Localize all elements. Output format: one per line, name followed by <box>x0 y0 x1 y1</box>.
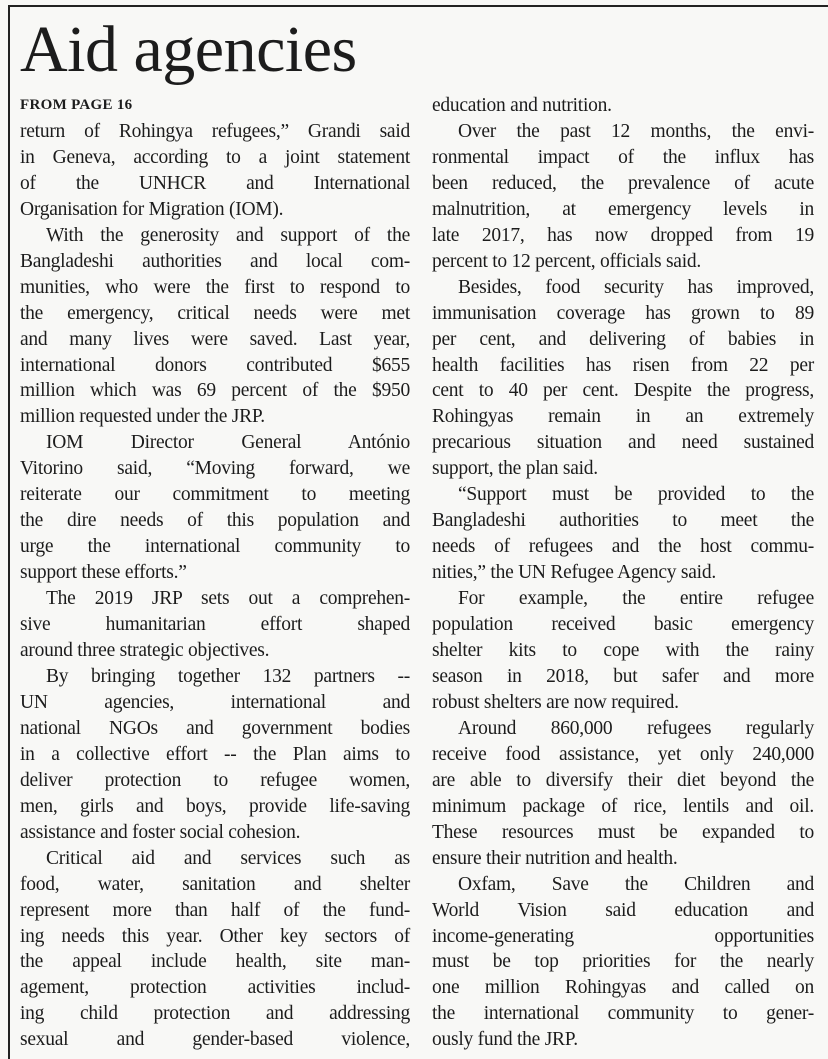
paragraph <box>20 846 410 1054</box>
text-line: Rohingyas remain in an extremely <box>432 406 814 428</box>
text-line: the dire needs of this population and <box>20 510 410 532</box>
text-line: urge the international community to <box>20 536 410 558</box>
text-line: IOM Director General António <box>46 432 410 454</box>
text-line: the emergency, critical needs were met <box>20 302 410 324</box>
text-line: must be top priorities for the nearly <box>432 951 814 973</box>
text-line: Besides, food security has improved, <box>458 276 814 298</box>
text-line: the international community to gener- <box>432 1003 814 1025</box>
text-line: ing needs this year. Other key sectors of <box>20 925 410 947</box>
text-line: in Geneva, according to a joint statement <box>20 146 410 168</box>
paragraph <box>20 586 410 664</box>
text-line: around three strategic objectives. <box>20 640 270 662</box>
text-line: reiterate our commitment to meeting <box>20 484 410 506</box>
text-line: agement, protection activities includ- <box>20 977 410 999</box>
left-rule <box>8 5 10 1059</box>
text-line: assistance and foster social cohesion. <box>20 821 301 843</box>
paragraph <box>432 482 814 586</box>
text-line: Over the past 12 months, the envi- <box>458 120 814 142</box>
text-line: By bringing together 132 partners -- <box>46 665 410 687</box>
text-line: return of Rohingya refugees,” Grandi said <box>20 120 410 142</box>
text-line: been reduced, the prevalence of acute <box>432 172 814 194</box>
text-line: cent to 40 per cent. Despite the progress, <box>432 380 814 402</box>
text-line: deliver protection to refugee women, <box>20 769 410 791</box>
text-line: population received basic emergency <box>432 614 814 636</box>
text-line: World Vision said education and <box>432 899 814 921</box>
text-line: robust shelters are now required. <box>432 691 679 713</box>
text-line: Critical aid and services such as <box>46 847 410 869</box>
headline: Aid agencies <box>20 13 357 86</box>
continued-from-label: FROM PAGE 16 <box>20 97 133 113</box>
text-line: the appeal include health, site man- <box>20 951 410 973</box>
article-column-left <box>20 93 410 1053</box>
text-line: national NGOs and government bodies <box>20 717 410 739</box>
text-line: immunisation coverage has grown to 89 <box>432 302 814 324</box>
paragraph <box>432 119 814 275</box>
paragraph <box>20 664 410 846</box>
text-line: Bangladeshi authorities and local com- <box>20 250 410 272</box>
paragraph <box>432 586 814 716</box>
text-line: in a collective effort -- the Plan aims to <box>20 743 410 765</box>
text-line: Bangladeshi authorities to meet the <box>432 510 814 532</box>
text-line: “Support must be provided to the <box>458 484 814 506</box>
text-line: international donors contributed $655 <box>20 354 410 376</box>
text-line: income-generating opportunities <box>432 925 814 947</box>
text-line: and many lives were saved. Last year, <box>20 328 410 350</box>
text-line: precarious situation and need sustained <box>432 432 814 454</box>
text-line: minimum package of rice, lentils and oil. <box>432 795 814 817</box>
article-column-right <box>432 93 814 1053</box>
paragraph <box>20 119 410 223</box>
text-line: malnutrition, at emergency levels in <box>432 198 814 220</box>
text-line: receive food assistance, yet only 240,000 <box>432 743 814 765</box>
text-line: sexual and gender-based violence, <box>20 1029 410 1051</box>
text-line: nities,” the UN Refugee Agency said. <box>432 562 716 584</box>
text-line: education and nutrition. <box>432 95 612 116</box>
text-line: With the generosity and support of the <box>46 224 410 246</box>
paragraph <box>432 872 814 1054</box>
paragraph <box>432 93 814 119</box>
paragraph <box>432 275 814 483</box>
text-line: ously fund the JRP. <box>432 1029 578 1051</box>
text-line: support these efforts.” <box>20 562 187 584</box>
text-line: per cent, and delivering of babies in <box>432 328 814 350</box>
text-line: ronmental impact of the influx has <box>432 146 814 168</box>
text-line: million requested under the JRP. <box>20 406 265 428</box>
paragraph <box>432 716 814 872</box>
text-line: The 2019 JRP sets out a comprehen- <box>46 588 410 610</box>
text-line: one million Rohingyas and called on <box>432 977 814 999</box>
text-line: health facilities has risen from 22 per <box>432 354 814 376</box>
paragraph <box>20 223 410 431</box>
text-line: ensure their nutrition and health. <box>432 847 678 869</box>
text-line: late 2017, has now dropped from 19 <box>432 224 814 246</box>
text-line: Vitorino said, “Moving forward, we <box>20 458 410 480</box>
text-line: men, girls and boys, provide life-saving <box>20 795 410 817</box>
top-rule <box>8 5 828 7</box>
text-line: UN agencies, international and <box>20 691 410 713</box>
paragraph <box>20 430 410 586</box>
text-line: Organisation for Migration (IOM). <box>20 198 284 220</box>
text-line: food, water, sanitation and shelter <box>20 873 410 895</box>
text-line: of the UNHCR and International <box>20 172 410 194</box>
text-line: season in 2018, but safer and more <box>432 665 814 687</box>
text-line: million which was 69 percent of the $950 <box>20 380 410 402</box>
text-line: sive humanitarian effort shaped <box>20 614 410 636</box>
text-line: These resources must be expanded to <box>432 821 814 843</box>
text-line: ing child protection and addressing <box>20 1003 410 1025</box>
text-line: shelter kits to cope with the rainy <box>432 640 814 662</box>
text-line: Around 860,000 refugees regularly <box>458 717 814 739</box>
text-line: munities, who were the first to respond to <box>20 276 410 298</box>
text-line: Oxfam, Save the Children and <box>458 873 814 895</box>
text-line: are able to diversify their diet beyond the <box>432 769 814 791</box>
text-line: For example, the entire refugee <box>458 588 814 610</box>
text-line: needs of refugees and the host commu- <box>432 536 814 558</box>
text-line: percent to 12 percent, officials said. <box>432 250 701 272</box>
text-line: support, the plan said. <box>432 458 598 480</box>
text-line: represent more than half of the fund- <box>20 899 410 921</box>
